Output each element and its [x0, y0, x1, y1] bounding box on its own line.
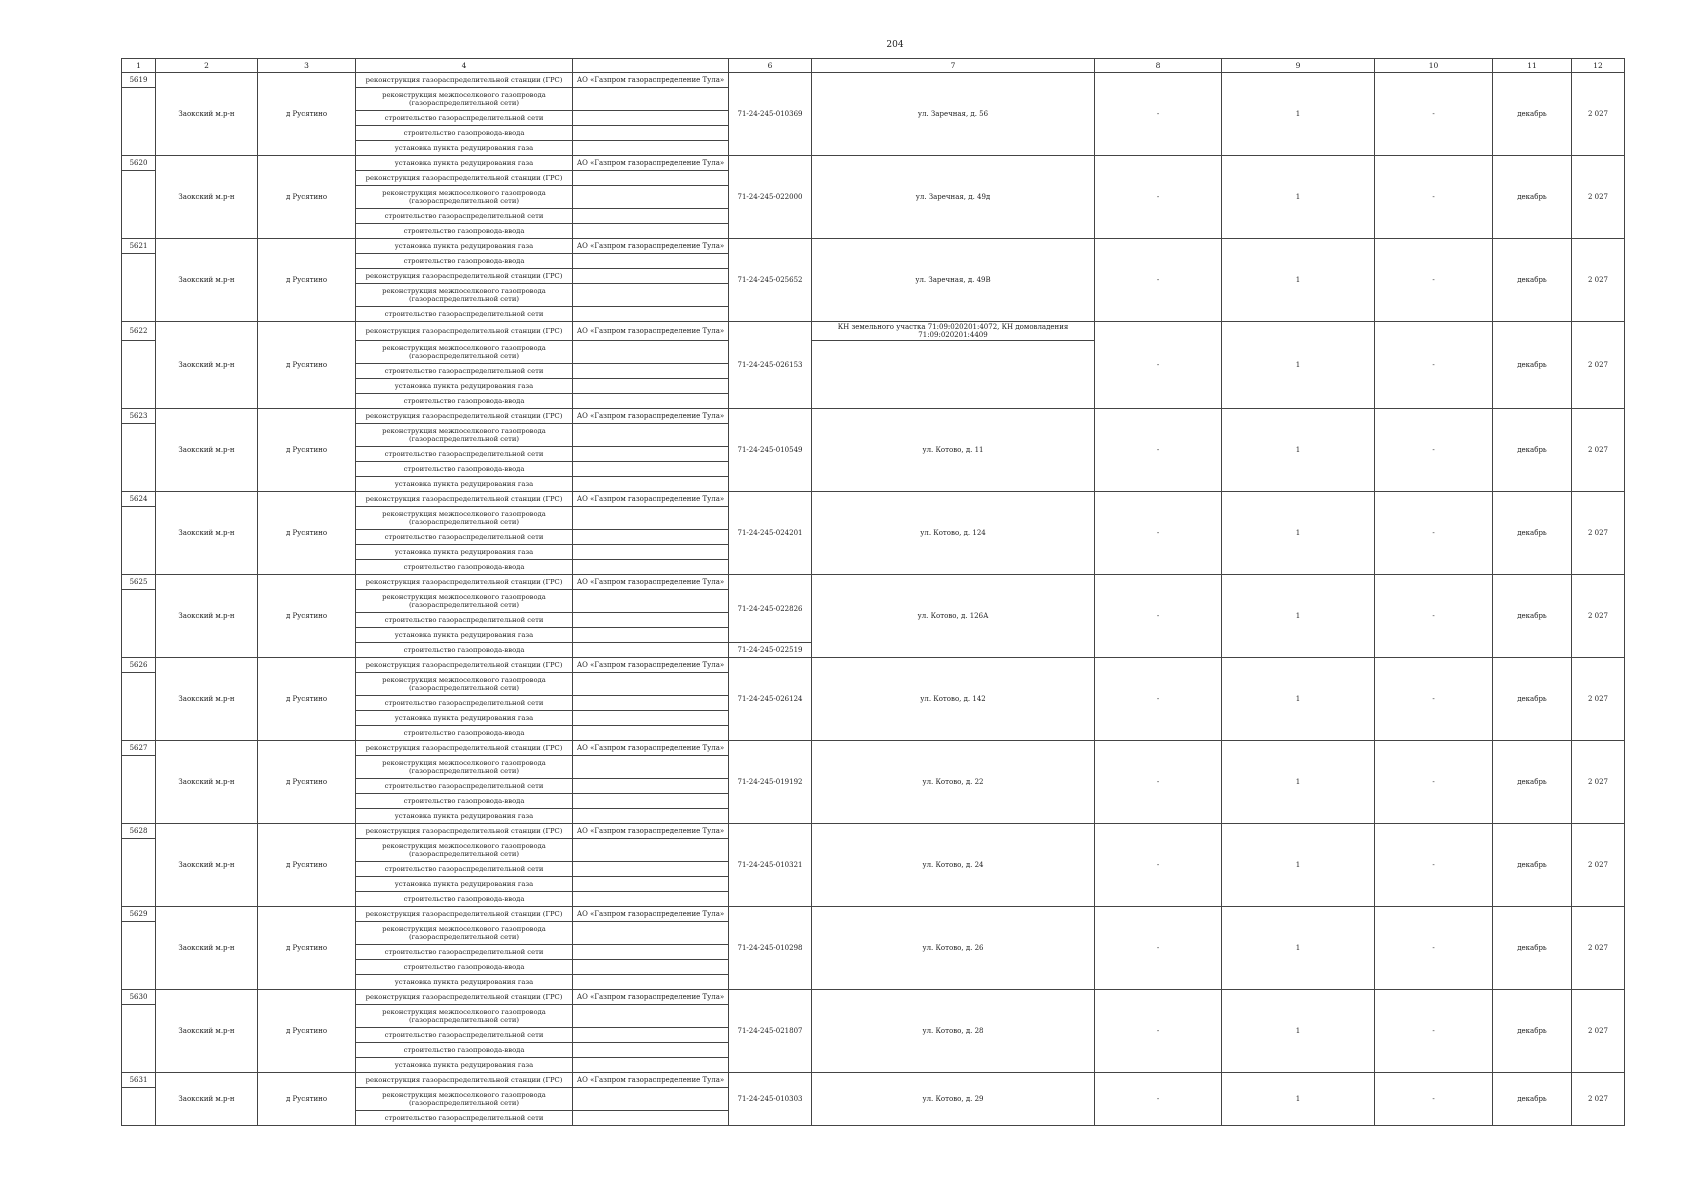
- page-number: 204: [886, 40, 904, 50]
- month-cell: декабрь: [1493, 239, 1572, 322]
- year-cell: 2 027: [1572, 741, 1625, 824]
- month-cell: декабрь: [1493, 73, 1572, 156]
- row-number: 5630: [122, 990, 156, 1005]
- col10-cell: -: [1375, 907, 1493, 990]
- work-item: реконструкция межпоселкового газопровода (газораспределительной сети): [356, 1088, 573, 1111]
- col8-cell: -: [1095, 409, 1222, 492]
- work-item: строительство газопровода-ввода: [356, 224, 573, 239]
- table-row: [122, 1073, 1625, 1088]
- year-cell: 2 027: [1572, 990, 1625, 1073]
- work-item: строительство газопровода-ввода: [356, 394, 573, 409]
- district-cell: Заокский м.р-н: [156, 73, 258, 156]
- organization-cell: [573, 507, 729, 530]
- month-cell: декабрь: [1493, 658, 1572, 741]
- district-cell: Заокский м.р-н: [156, 239, 258, 322]
- organization-cell: АО «Газпром газораспределение Тула»: [573, 658, 729, 673]
- district-cell: Заокский м.р-н: [156, 156, 258, 239]
- work-item: реконструкция межпоселкового газопровода (газораспределительной сети): [356, 922, 573, 945]
- column-header: 7: [812, 59, 1095, 73]
- row-number-blank: [122, 673, 156, 741]
- organization-cell: [573, 1005, 729, 1028]
- row-number: 5620: [122, 156, 156, 171]
- month-cell: декабрь: [1493, 741, 1572, 824]
- locality-cell: д Русятино: [258, 156, 356, 239]
- table-row: [122, 741, 1625, 756]
- organization-cell: [573, 1058, 729, 1073]
- organization-cell: [573, 892, 729, 907]
- organization-cell: [573, 269, 729, 284]
- organization-cell: [573, 341, 729, 364]
- work-item: строительство газораспределительной сети: [356, 209, 573, 224]
- address-cell: ул. Котово, д. 28: [812, 990, 1095, 1073]
- work-item: установка пункта редуцирования газа: [356, 877, 573, 892]
- cadastre-cell: 71-24-245-022000: [729, 156, 812, 239]
- work-item: реконструкция газораспределительной станции (ГРС): [356, 492, 573, 507]
- work-item: строительство газораспределительной сети: [356, 1111, 573, 1126]
- district-cell: Заокский м.р-н: [156, 907, 258, 990]
- col8-cell: -: [1095, 239, 1222, 322]
- row-number: 5629: [122, 907, 156, 922]
- work-item: реконструкция газораспределительной станции (ГРС): [356, 73, 573, 88]
- row-number: 5619: [122, 73, 156, 88]
- district-cell: Заокский м.р-н: [156, 1073, 258, 1126]
- work-item: установка пункта редуцирования газа: [356, 477, 573, 492]
- col8-cell: -: [1095, 492, 1222, 575]
- address-cell: КН земельного участка 71:09:020201:4072, КН домовладения 71:09:020201:4409: [812, 322, 1095, 341]
- locality-cell: д Русятино: [258, 1073, 356, 1126]
- organization-cell: [573, 1088, 729, 1111]
- cadastre-cell: 71-24-245-010298: [729, 907, 812, 990]
- column-header: 12: [1572, 59, 1625, 73]
- organization-cell: [573, 171, 729, 186]
- organization-cell: [573, 364, 729, 379]
- table-row: [122, 239, 1625, 254]
- table-row: [122, 73, 1625, 88]
- district-cell: Заокский м.р-н: [156, 990, 258, 1073]
- data-table: [121, 58, 1625, 1126]
- organization-cell: [573, 530, 729, 545]
- col9-cell: 1: [1222, 492, 1375, 575]
- organization-cell: [573, 254, 729, 269]
- organization-cell: АО «Газпром газораспределение Тула»: [573, 741, 729, 756]
- work-item: строительство газопровода-ввода: [356, 126, 573, 141]
- address-cell: ул. Котово, д. 24: [812, 824, 1095, 907]
- row-number-blank: [122, 839, 156, 907]
- locality-cell: д Русятино: [258, 73, 356, 156]
- address-cell: ул. Котово, д. 126А: [812, 575, 1095, 658]
- work-item: реконструкция газораспределительной станции (ГРС): [356, 171, 573, 186]
- row-number-blank: [122, 171, 156, 239]
- work-item: строительство газопровода-ввода: [356, 892, 573, 907]
- work-item: строительство газораспределительной сети: [356, 613, 573, 628]
- organization-cell: АО «Газпром газораспределение Тула»: [573, 907, 729, 922]
- col10-cell: -: [1375, 990, 1493, 1073]
- work-item: строительство газораспределительной сети: [356, 530, 573, 545]
- organization-cell: [573, 379, 729, 394]
- table-row: [122, 492, 1625, 507]
- organization-cell: [573, 126, 729, 141]
- work-item: реконструкция газораспределительной станции (ГРС): [356, 824, 573, 839]
- month-cell: декабрь: [1493, 322, 1572, 409]
- col8-cell: -: [1095, 73, 1222, 156]
- work-item: реконструкция межпоселкового газопровода (газораспределительной сети): [356, 284, 573, 307]
- row-number: 5624: [122, 492, 156, 507]
- year-cell: 2 027: [1572, 658, 1625, 741]
- locality-cell: д Русятино: [258, 824, 356, 907]
- work-item: строительство газораспределительной сети: [356, 364, 573, 379]
- locality-cell: д Русятино: [258, 658, 356, 741]
- row-number-blank: [122, 922, 156, 990]
- month-cell: декабрь: [1493, 1073, 1572, 1126]
- district-cell: Заокский м.р-н: [156, 658, 258, 741]
- organization-cell: [573, 1043, 729, 1058]
- col9-cell: 1: [1222, 409, 1375, 492]
- row-number: 5627: [122, 741, 156, 756]
- district-cell: Заокский м.р-н: [156, 824, 258, 907]
- row-number: 5623: [122, 409, 156, 424]
- work-item: реконструкция межпоселкового газопровода (газораспределительной сети): [356, 507, 573, 530]
- organization-cell: [573, 756, 729, 779]
- work-item: реконструкция газораспределительной станции (ГРС): [356, 575, 573, 590]
- row-number: 5622: [122, 322, 156, 341]
- organization-cell: [573, 560, 729, 575]
- organization-cell: [573, 111, 729, 126]
- work-item: реконструкция газораспределительной станции (ГРС): [356, 409, 573, 424]
- month-cell: декабрь: [1493, 824, 1572, 907]
- cadastre-cell: 71-24-245-010321: [729, 824, 812, 907]
- col9-cell: 1: [1222, 575, 1375, 658]
- work-item: установка пункта редуцирования газа: [356, 379, 573, 394]
- cadastre-cell: 71-24-245-022519: [729, 643, 812, 658]
- work-item: реконструкция межпоселкового газопровода (газораспределительной сети): [356, 186, 573, 209]
- table-row: [122, 322, 1625, 341]
- work-item: реконструкция межпоселкового газопровода (газораспределительной сети): [356, 424, 573, 447]
- cadastre-cell: 71-24-245-022826: [729, 575, 812, 643]
- locality-cell: д Русятино: [258, 990, 356, 1073]
- month-cell: декабрь: [1493, 907, 1572, 990]
- col9-cell: 1: [1222, 156, 1375, 239]
- organization-cell: [573, 141, 729, 156]
- cadastre-cell: 71-24-245-010303: [729, 1073, 812, 1126]
- organization-cell: [573, 726, 729, 741]
- organization-cell: [573, 590, 729, 613]
- work-item: строительство газораспределительной сети: [356, 862, 573, 877]
- organization-cell: АО «Газпром газораспределение Тула»: [573, 575, 729, 590]
- address-blank: [812, 341, 1095, 409]
- work-item: строительство газопровода-ввода: [356, 794, 573, 809]
- organization-cell: АО «Газпром газораспределение Тула»: [573, 73, 729, 88]
- work-item: строительство газораспределительной сети: [356, 779, 573, 794]
- col8-cell: -: [1095, 658, 1222, 741]
- row-number-blank: [122, 590, 156, 658]
- organization-cell: [573, 88, 729, 111]
- work-item: реконструкция межпоселкового газопровода (газораспределительной сети): [356, 88, 573, 111]
- district-cell: Заокский м.р-н: [156, 575, 258, 658]
- col10-cell: -: [1375, 575, 1493, 658]
- work-item: реконструкция межпоселкового газопровода (газораспределительной сети): [356, 341, 573, 364]
- cadastre-cell: 71-24-245-010369: [729, 73, 812, 156]
- organization-cell: [573, 877, 729, 892]
- col8-cell: -: [1095, 907, 1222, 990]
- work-item: установка пункта редуцирования газа: [356, 975, 573, 990]
- locality-cell: д Русятино: [258, 741, 356, 824]
- col8-cell: -: [1095, 1073, 1222, 1126]
- address-cell: ул. Котово, д. 29: [812, 1073, 1095, 1126]
- row-number: 5625: [122, 575, 156, 590]
- district-cell: Заокский м.р-н: [156, 741, 258, 824]
- year-cell: 2 027: [1572, 239, 1625, 322]
- year-cell: 2 027: [1572, 575, 1625, 658]
- table-row: [122, 990, 1625, 1005]
- work-item: строительство газораспределительной сети: [356, 1028, 573, 1043]
- address-cell: ул. Заречная, д. 56: [812, 73, 1095, 156]
- organization-cell: [573, 711, 729, 726]
- col9-cell: 1: [1222, 741, 1375, 824]
- col10-cell: -: [1375, 409, 1493, 492]
- cadastre-cell: 71-24-245-021807: [729, 990, 812, 1073]
- col8-cell: -: [1095, 575, 1222, 658]
- col9-cell: 1: [1222, 907, 1375, 990]
- district-cell: Заокский м.р-н: [156, 409, 258, 492]
- work-item: строительство газораспределительной сети: [356, 307, 573, 322]
- organization-cell: [573, 862, 729, 877]
- col8-cell: -: [1095, 990, 1222, 1073]
- work-item: реконструкция межпоселкового газопровода (газораспределительной сети): [356, 1005, 573, 1028]
- organization-cell: [573, 447, 729, 462]
- organization-cell: [573, 945, 729, 960]
- col9-cell: 1: [1222, 824, 1375, 907]
- locality-cell: д Русятино: [258, 907, 356, 990]
- col10-cell: -: [1375, 73, 1493, 156]
- work-item: установка пункта редуцирования газа: [356, 809, 573, 824]
- table-row: [122, 575, 1625, 590]
- organization-cell: АО «Газпром газораспределение Тула»: [573, 409, 729, 424]
- address-cell: ул. Котово, д. 11: [812, 409, 1095, 492]
- row-number-blank: [122, 341, 156, 409]
- column-header: [573, 59, 729, 73]
- work-item: строительство газопровода-ввода: [356, 462, 573, 477]
- year-cell: 2 027: [1572, 156, 1625, 239]
- row-number-blank: [122, 507, 156, 575]
- work-item: строительство газораспределительной сети: [356, 447, 573, 462]
- column-header: 11: [1493, 59, 1572, 73]
- cadastre-cell: 71-24-245-024201: [729, 492, 812, 575]
- year-cell: 2 027: [1572, 409, 1625, 492]
- work-item: строительство газопровода-ввода: [356, 643, 573, 658]
- cadastre-cell: 71-24-245-010549: [729, 409, 812, 492]
- row-number: 5628: [122, 824, 156, 839]
- col9-cell: 1: [1222, 73, 1375, 156]
- col8-cell: -: [1095, 322, 1222, 409]
- year-cell: 2 027: [1572, 824, 1625, 907]
- work-item: реконструкция газораспределительной станции (ГРС): [356, 990, 573, 1005]
- column-header: 4: [356, 59, 573, 73]
- locality-cell: д Русятино: [258, 239, 356, 322]
- col9-cell: 1: [1222, 322, 1375, 409]
- table-row: [122, 907, 1625, 922]
- organization-cell: [573, 779, 729, 794]
- year-cell: 2 027: [1572, 907, 1625, 990]
- organization-cell: [573, 424, 729, 447]
- col8-cell: -: [1095, 741, 1222, 824]
- organization-cell: [573, 462, 729, 477]
- table-row: [122, 824, 1625, 839]
- organization-cell: АО «Газпром газораспределение Тула»: [573, 1073, 729, 1088]
- organization-cell: АО «Газпром газораспределение Тула»: [573, 492, 729, 507]
- locality-cell: д Русятино: [258, 492, 356, 575]
- work-item: реконструкция газораспределительной станции (ГРС): [356, 269, 573, 284]
- organization-cell: АО «Газпром газораспределение Тула»: [573, 156, 729, 171]
- organization-cell: АО «Газпром газораспределение Тула»: [573, 990, 729, 1005]
- cadastre-cell: 71-24-245-025652: [729, 239, 812, 322]
- month-cell: декабрь: [1493, 492, 1572, 575]
- organization-cell: [573, 809, 729, 824]
- work-item: реконструкция межпоселкового газопровода (газораспределительной сети): [356, 590, 573, 613]
- locality-cell: д Русятино: [258, 322, 356, 409]
- year-cell: 2 027: [1572, 73, 1625, 156]
- header-row: [122, 59, 1625, 73]
- work-item: реконструкция межпоселкового газопровода (газораспределительной сети): [356, 756, 573, 779]
- column-header: 10: [1375, 59, 1493, 73]
- row-number: 5626: [122, 658, 156, 673]
- col9-cell: 1: [1222, 658, 1375, 741]
- organization-cell: АО «Газпром газораспределение Тула»: [573, 239, 729, 254]
- col10-cell: -: [1375, 239, 1493, 322]
- month-cell: декабрь: [1493, 990, 1572, 1073]
- row-number-blank: [122, 424, 156, 492]
- column-header: 1: [122, 59, 156, 73]
- address-cell: ул. Котово, д. 142: [812, 658, 1095, 741]
- work-item: строительство газопровода-ввода: [356, 1043, 573, 1058]
- organization-cell: [573, 960, 729, 975]
- column-header: 8: [1095, 59, 1222, 73]
- address-cell: ул. Заречная, д. 49В: [812, 239, 1095, 322]
- address-cell: ул. Котово, д. 26: [812, 907, 1095, 990]
- year-cell: 2 027: [1572, 492, 1625, 575]
- organization-cell: [573, 224, 729, 239]
- work-item: реконструкция межпоселкового газопровода (газораспределительной сети): [356, 839, 573, 862]
- column-header: 9: [1222, 59, 1375, 73]
- organization-cell: [573, 839, 729, 862]
- organization-cell: АО «Газпром газораспределение Тула»: [573, 824, 729, 839]
- col8-cell: -: [1095, 824, 1222, 907]
- row-number-blank: [122, 756, 156, 824]
- work-item: реконструкция газораспределительной станции (ГРС): [356, 741, 573, 756]
- organization-cell: [573, 394, 729, 409]
- work-item: реконструкция газораспределительной станции (ГРС): [356, 1073, 573, 1088]
- organization-cell: [573, 794, 729, 809]
- organization-cell: [573, 975, 729, 990]
- organization-cell: [573, 209, 729, 224]
- month-cell: декабрь: [1493, 409, 1572, 492]
- district-cell: Заокский м.р-н: [156, 322, 258, 409]
- work-item: строительство газопровода-ввода: [356, 960, 573, 975]
- row-number-blank: [122, 254, 156, 322]
- district-cell: Заокский м.р-н: [156, 492, 258, 575]
- work-item: строительство газопровода-ввода: [356, 560, 573, 575]
- organization-cell: [573, 922, 729, 945]
- month-cell: декабрь: [1493, 575, 1572, 658]
- address-cell: ул. Котово, д. 22: [812, 741, 1095, 824]
- column-header: 2: [156, 59, 258, 73]
- organization-cell: [573, 545, 729, 560]
- col10-cell: -: [1375, 658, 1493, 741]
- table-row: [122, 658, 1625, 673]
- organization-cell: [573, 673, 729, 696]
- organization-cell: [573, 1111, 729, 1126]
- column-header: 3: [258, 59, 356, 73]
- row-number-blank: [122, 1088, 156, 1126]
- work-item: установка пункта редуцирования газа: [356, 239, 573, 254]
- col10-cell: -: [1375, 741, 1493, 824]
- col9-cell: 1: [1222, 239, 1375, 322]
- col8-cell: -: [1095, 156, 1222, 239]
- work-item: реконструкция газораспределительной станции (ГРС): [356, 907, 573, 922]
- work-item: строительство газораспределительной сети: [356, 696, 573, 711]
- row-number-blank: [122, 88, 156, 156]
- col10-cell: -: [1375, 1073, 1493, 1126]
- cadastre-cell: 71-24-245-026153: [729, 322, 812, 409]
- organization-cell: [573, 477, 729, 492]
- table-row: [122, 409, 1625, 424]
- work-item: установка пункта редуцирования газа: [356, 141, 573, 156]
- address-cell: ул. Заречная, д. 49д: [812, 156, 1095, 239]
- work-item: установка пункта редуцирования газа: [356, 628, 573, 643]
- organization-cell: [573, 628, 729, 643]
- organization-cell: [573, 643, 729, 658]
- work-item: установка пункта редуцирования газа: [356, 711, 573, 726]
- year-cell: 2 027: [1572, 322, 1625, 409]
- cadastre-cell: 71-24-245-026124: [729, 658, 812, 741]
- col10-cell: -: [1375, 492, 1493, 575]
- year-cell: 2 027: [1572, 1073, 1625, 1126]
- locality-cell: д Русятино: [258, 409, 356, 492]
- organization-cell: [573, 1028, 729, 1043]
- work-item: реконструкция газораспределительной станции (ГРС): [356, 322, 573, 341]
- column-header: 6: [729, 59, 812, 73]
- table-row: [122, 156, 1625, 171]
- col10-cell: -: [1375, 824, 1493, 907]
- address-cell: ул. Котово, д. 124: [812, 492, 1095, 575]
- organization-cell: [573, 307, 729, 322]
- row-number: 5631: [122, 1073, 156, 1088]
- locality-cell: д Русятино: [258, 575, 356, 658]
- work-item: установка пункта редуцирования газа: [356, 545, 573, 560]
- col9-cell: 1: [1222, 990, 1375, 1073]
- organization-cell: [573, 186, 729, 209]
- month-cell: декабрь: [1493, 156, 1572, 239]
- organization-cell: [573, 696, 729, 711]
- organization-cell: [573, 284, 729, 307]
- work-item: реконструкция межпоселкового газопровода (газораспределительной сети): [356, 673, 573, 696]
- col9-cell: 1: [1222, 1073, 1375, 1126]
- work-item: строительство газораспределительной сети: [356, 945, 573, 960]
- work-item: строительство газопровода-ввода: [356, 726, 573, 741]
- organization-cell: АО «Газпром газораспределение Тула»: [573, 322, 729, 341]
- row-number: 5621: [122, 239, 156, 254]
- cadastre-cell: 71-24-245-019192: [729, 741, 812, 824]
- work-item: реконструкция газораспределительной станции (ГРС): [356, 658, 573, 673]
- work-item: установка пункта редуцирования газа: [356, 156, 573, 171]
- row-number-blank: [122, 1005, 156, 1073]
- col10-cell: -: [1375, 322, 1493, 409]
- organization-cell: [573, 613, 729, 628]
- work-item: строительство газопровода-ввода: [356, 254, 573, 269]
- work-item: строительство газораспределительной сети: [356, 111, 573, 126]
- col10-cell: -: [1375, 156, 1493, 239]
- work-item: установка пункта редуцирования газа: [356, 1058, 573, 1073]
